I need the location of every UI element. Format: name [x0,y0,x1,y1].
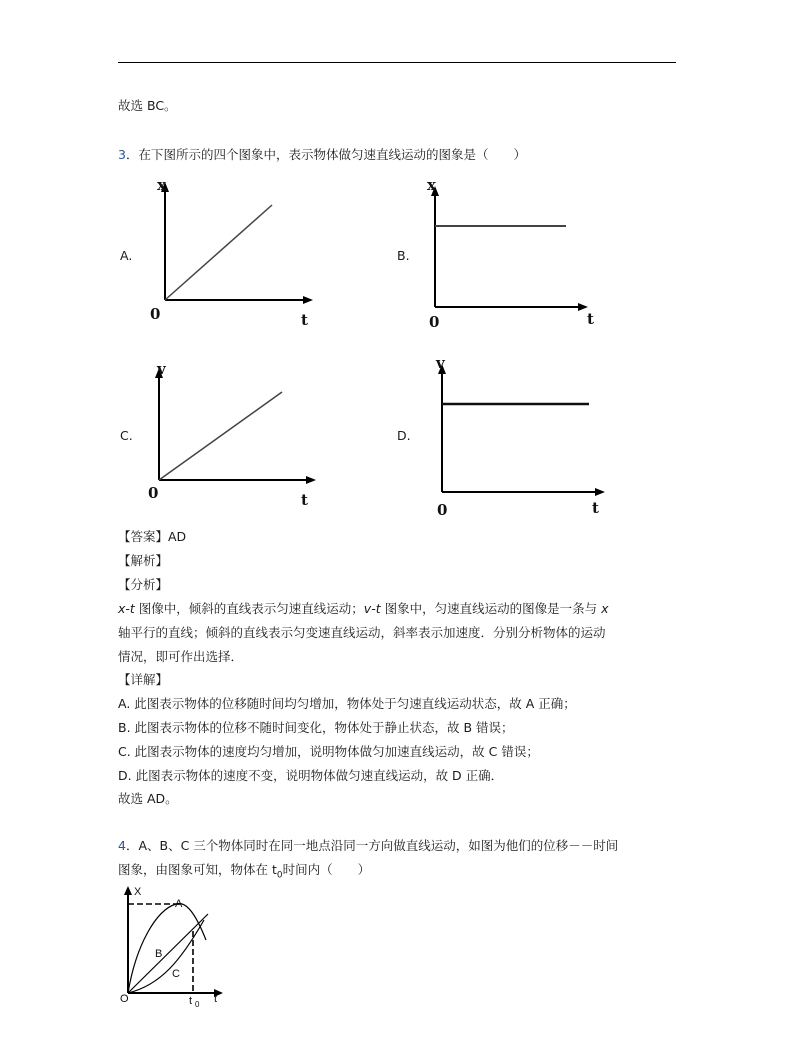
q4-text-b: 时间内（ ） [282,862,371,877]
question-number: 4 [118,838,126,853]
q4-t0-sub: 0 [276,870,283,881]
fenxi-heading: 【分析】 [118,577,169,592]
question-text-line-1: ．A、B、C 三个物体同时在同一地点沿同一方向做直线运动，如图为他们的位移－－时间 [125,838,619,853]
x-axis-label: t [301,311,308,329]
option-c-label: C. [120,428,133,443]
detail-d: D. 此图表示物体的速度不变，说明物体做匀速直线运动，故 D 正确． [118,768,504,783]
option-d-label: D. [397,428,411,443]
x-axis-label: t [214,993,218,1005]
x-axis-label: t [592,499,599,517]
question-number: 3 [118,147,126,162]
option-a-label: A. [120,248,133,263]
header-rule [118,62,676,63]
graph-q4 [116,880,236,1010]
y-axis-label: x [427,176,436,194]
curve-c-label: C [172,968,180,980]
graph-line [165,205,272,300]
xiangjie-heading: 【详解】 [118,672,169,687]
x-axis-label: t [301,491,308,509]
curve-a-label: A [175,898,183,910]
vt-term: v-t [363,601,381,616]
prev-conclusion: 故选 BC。 [118,98,177,113]
graph-a [140,172,320,332]
x-term: x [601,601,609,616]
question-4-line-2 [118,860,370,881]
xt-term: x-t [118,601,135,616]
graph-line [159,392,282,480]
question-4 [118,836,618,854]
graph-c [140,352,320,514]
fenxi-line-1 [118,599,608,617]
option-b-label: B. [397,248,410,263]
q4-text-a: 图象，由图象可知，物体在 t [118,862,277,877]
fenxi-line-3: 情况，即可作出选择． [118,649,244,664]
t0-label: t [189,995,193,1007]
curve-a [128,903,206,993]
origin-label: 0 [437,501,448,519]
question-3: 3．在下图所示的四个图象中，表示物体做匀速直线运动的图象是（ ） [118,147,526,162]
x-axis-label: t [587,310,594,328]
origin-label: 0 [150,305,161,323]
graph-d [415,352,610,522]
detail-b: B. 此图表示物体的位移不随时间变化，物体处于静止状态，故 B 错误； [118,720,514,735]
origin-label: 0 [148,484,159,502]
detail-c: C. 此图表示物体的速度均匀增加，说明物体做匀加速直线运动，故 C 错误； [118,744,539,759]
y-axis-label: x [157,176,166,194]
fenxi-line-2: 轴平行的直线；倾斜的直线表示匀变速直线运动，斜率表示加速度．分别分析物体的运动 [118,625,606,640]
question-text: 在下图所示的四个图象中，表示物体做匀速直线运动的图象是（ ） [138,147,526,162]
analysis-heading: 【解析】 [118,553,169,568]
t0-subscript: 0 [195,1000,200,1009]
q3-conclusion: 故选 AD。 [118,791,178,806]
origin-label: 0 [429,313,440,331]
y-axis-label: X [134,886,142,898]
graph-b [410,172,600,332]
y-axis-label: v [157,360,166,378]
line-b [128,914,208,993]
detail-a: A. 此图表示物体的位移随时间均匀增加，物体处于匀速直线运动状态，故 A 正确； [118,696,576,711]
fenxi-text-a: 图像中，倾斜的直线表示匀速直线运动； [134,601,364,616]
fenxi-text-b: 图象中，匀速直线运动的图像是一条与 [380,601,602,616]
y-axis-label: v [436,354,445,372]
origin-label: O [120,993,129,1005]
answer: 【答案】AD [118,529,187,544]
curve-b-label: B [155,948,163,960]
